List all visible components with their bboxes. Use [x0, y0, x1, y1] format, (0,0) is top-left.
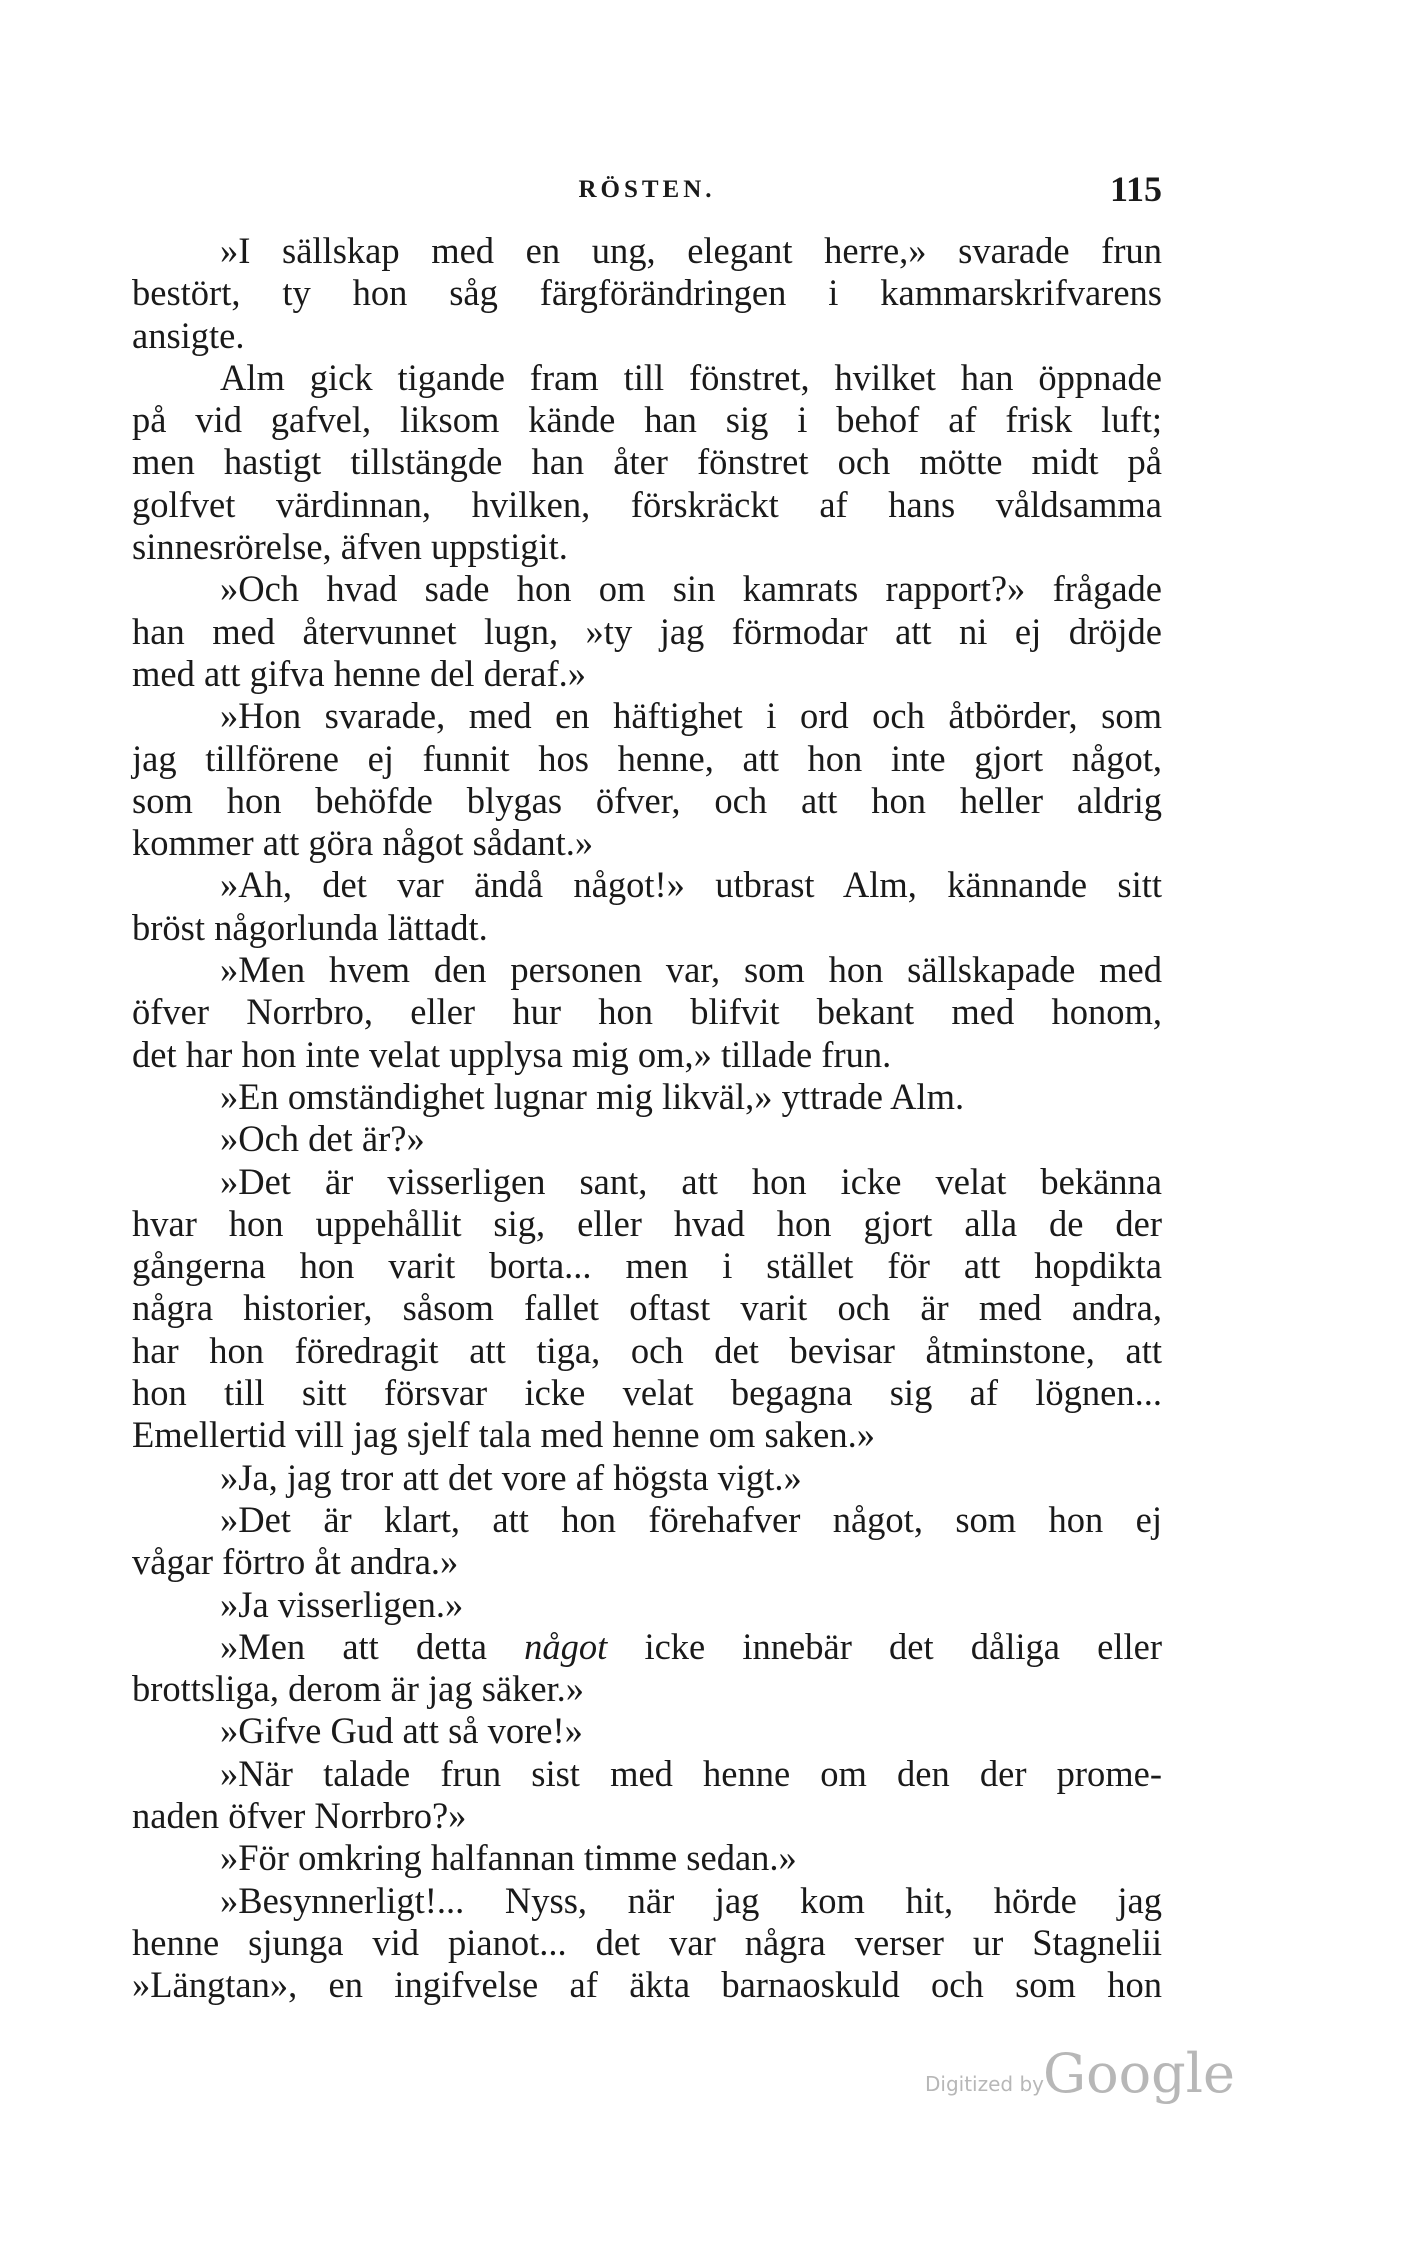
- text-line: »Men hvem den personen var, som hon sällskapade med: [220, 949, 1162, 991]
- text-line: »Det är visserligen sant, att hon icke velat bekänna: [220, 1160, 1162, 1202]
- text-line: »Och det är?»: [220, 1118, 425, 1160]
- emphasis: något: [524, 1625, 608, 1667]
- text-line: »En omständighet lugnar mig likväl,» yttrade Alm.: [220, 1075, 965, 1117]
- text-line: Alm gick tigande fram till fönstret, hvilket han öppnade: [220, 356, 1162, 398]
- text-line: hvar hon uppehållit sig, eller hvad hon gjort alla de der: [132, 1202, 1162, 1244]
- text-line: sinnesrörelse, äfven uppstigit.: [132, 526, 568, 568]
- digitized-watermark: [925, 2042, 1255, 2112]
- body-text: [132, 230, 1162, 2006]
- text-line: kommer att göra något sådant.»: [132, 822, 594, 864]
- text-line: »Ah, det var ändå något!» utbrast Alm, kännande sitt: [220, 864, 1162, 906]
- text-line: bröst någorlunda lättadt.: [132, 906, 488, 948]
- text-line: med att gifva henne del deraf.»: [132, 652, 587, 694]
- text-line: men hastigt tillstängde han åter fönstret och mötte midt på: [132, 441, 1162, 483]
- text-line: hon till sitt försvar icke velat begagna sig af lögnen...: [132, 1372, 1162, 1414]
- text-line: golfvet värdinnan, hvilken, förskräckt af hans våldsamma: [132, 483, 1162, 525]
- running-head: RÖSTEN.: [578, 176, 716, 203]
- text-line: henne sjunga vid pianot... det var några verser ur Stagnelii: [132, 1921, 1162, 1963]
- text-line: »I sällskap med en ung, elegant herre,» svarade frun: [220, 230, 1162, 271]
- text-line: som hon behöfde blygas öfver, och att hon heller aldrig: [132, 779, 1162, 821]
- text-line: öfver Norrbro, eller hur hon blifvit bekant med honom,: [132, 991, 1162, 1033]
- text-line: »Besynnerligt!... Nyss, när jag kom hit, hörde jag: [220, 1879, 1162, 1921]
- text-line: »För omkring halfannan timme sedan.»: [220, 1837, 797, 1879]
- text-line: gångerna hon varit borta... men i stället för att hopdikta: [132, 1245, 1162, 1287]
- text-line: bestört, ty hon såg färgförändringen i kammarskrifvarens: [132, 272, 1162, 314]
- text-line: »Ja visserligen.»: [220, 1583, 464, 1625]
- text-line: »Och hvad sade hon om sin kamrats rapport?» frågade: [220, 568, 1162, 610]
- text-line: »Längtan», en ingifvelse af äkta barnaoskuld och som hon: [132, 1964, 1162, 2006]
- text-line: »När talade frun sist med henne om den der prome-: [220, 1752, 1162, 1794]
- text-line: »Hon svarade, med en häftighet i ord och åtbörder, som: [220, 695, 1162, 737]
- text-line: »Men att detta något icke innebär det dåliga eller: [220, 1625, 1162, 1667]
- text-line: ansigte.: [132, 314, 245, 356]
- page-header: [132, 168, 1162, 218]
- watermark-prefix: Digitized by: [925, 2072, 1044, 2096]
- google-logo: Google: [1043, 2042, 1235, 2105]
- text-line: »Gifve Gud att så vore!»: [220, 1710, 583, 1752]
- text-line: »Ja, jag tror att det vore af högsta vigt.»: [220, 1456, 802, 1498]
- text-line: det har hon inte velat upplysa mig om,» tillade frun.: [132, 1033, 892, 1075]
- text-line: naden öfver Norrbro?»: [132, 1794, 467, 1836]
- text-line: på vid gafvel, liksom kände han sig i behof af frisk luft;: [132, 399, 1162, 441]
- text-line: vågar förtro åt andra.»: [132, 1541, 459, 1583]
- text-line: han med återvunnet lugn, »ty jag förmodar att ni ej dröjde: [132, 610, 1162, 652]
- text-line: »Det är klart, att hon förehafver något, som hon ej: [220, 1498, 1162, 1540]
- text-line: några historier, såsom fallet oftast varit och är med andra,: [132, 1287, 1162, 1329]
- text-line: jag tillförene ej funnit hos henne, att hon inte gjort något,: [132, 737, 1162, 779]
- text-line: har hon föredragit att tiga, och det bevisar åtminstone, att: [132, 1329, 1162, 1371]
- page-number: 115: [1109, 169, 1162, 209]
- text-line: Emellertid vill jag sjelf tala med henne om saken.»: [132, 1414, 875, 1456]
- text-line: brottsliga, derom är jag säker.»: [132, 1668, 585, 1710]
